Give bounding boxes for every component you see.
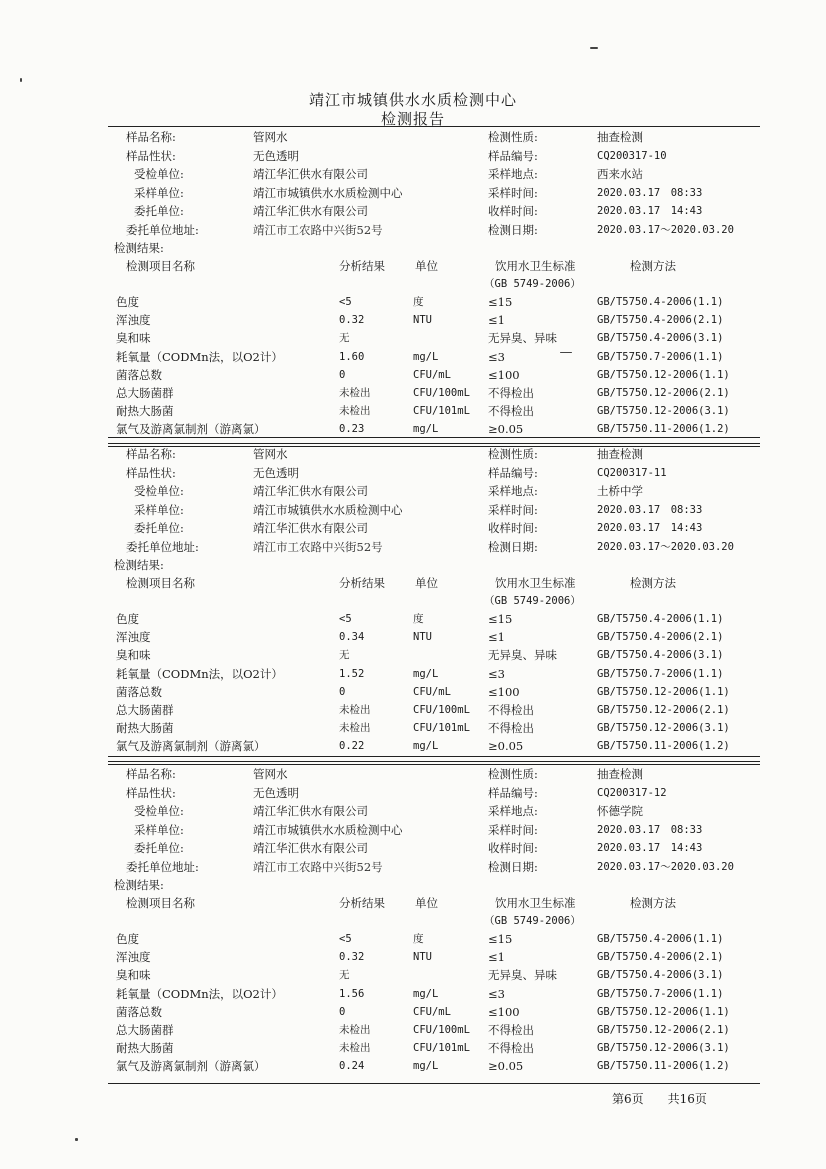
info-value: 管网水 (253, 130, 288, 144)
row-method: GB/T5750.4-2006(2.1) (597, 951, 724, 964)
info-label: 样品编号: (488, 785, 538, 800)
info-value: 无色透明 (253, 465, 299, 480)
info-value: 2020.03.17 14:43 (597, 205, 703, 217)
row-method: GB/T5750.4-2006(1.1) (597, 296, 724, 308)
info-label: 检测日期: (488, 539, 538, 554)
info-label: 检测性质: (488, 447, 538, 461)
info-label: 采样单位: (134, 822, 184, 837)
row-result: 1.56 (339, 987, 365, 1000)
info-label: 委托单位: (134, 841, 184, 855)
info-label: 样品名称: (126, 447, 176, 461)
row-unit: mg/L (413, 740, 439, 753)
row-method: GB/T5750.12-2006(1.1) (597, 1005, 730, 1018)
row-item: 浑浊度 (116, 950, 151, 965)
row-unit: mg/L (413, 350, 439, 363)
info-label: 委托单位地址: (126, 859, 199, 874)
row-unit: CFU/101mL (413, 405, 470, 418)
row-standard: 不得检出 (488, 721, 534, 736)
row-method: GB/T5750.4-2006(2.1) (597, 631, 724, 644)
info-label: 采样地点: (488, 167, 538, 181)
row-standard: ≤100 (488, 367, 520, 382)
row-method: GB/T5750.12-2006(2.1) (597, 704, 730, 716)
row-unit: CFU/mL (413, 368, 451, 381)
scan-speck (560, 352, 572, 353)
row-result: 无 (339, 332, 350, 345)
info-label: 样品性状: (126, 785, 176, 800)
column-header: 分析结果 (339, 896, 385, 910)
column-header: 分析结果 (339, 259, 385, 273)
row-item: 臭和味 (116, 968, 151, 983)
row-unit: NTU (413, 314, 432, 327)
row-unit: mg/L (413, 987, 439, 1000)
column-header: 分析结果 (339, 576, 385, 590)
info-label: 采样单位: (134, 185, 184, 200)
info-value: 靖江华汇供水有限公司 (253, 841, 368, 855)
info-value: 土桥中学 (597, 484, 643, 498)
info-label: 样品编号: (488, 148, 538, 163)
info-label: 采样时间: (488, 502, 538, 517)
row-method: GB/T5750.4-2006(1.1) (597, 613, 724, 625)
column-header: 单位 (415, 576, 438, 590)
row-result: 1.52 (339, 667, 365, 680)
column-header: 检测方法 (630, 576, 676, 590)
info-value: 靖江市城镇供水水质检测中心 (253, 502, 403, 517)
info-label: 样品性状: (126, 148, 176, 163)
column-header: （GB 5749-2006） (484, 915, 581, 927)
divider (108, 126, 760, 127)
page-total: 共16页 (667, 1092, 707, 1106)
column-header: 检测项目名称 (126, 576, 195, 590)
row-result: 未检出 (339, 1024, 371, 1036)
info-label: 受检单位: (134, 167, 184, 181)
report-title: 检测报告 (380, 110, 445, 128)
row-standard: 不得检出 (488, 703, 534, 717)
info-label: 样品名称: (126, 130, 176, 144)
column-header: 检测方法 (630, 896, 676, 910)
info-label: 受检单位: (134, 484, 184, 498)
row-result: 0.23 (339, 423, 365, 436)
row-standard: ≤100 (488, 1004, 520, 1019)
info-label: 样品编号: (488, 465, 538, 480)
row-method: GB/T5750.12-2006(3.1) (597, 1042, 730, 1055)
row-item: 耐热大肠菌 (116, 721, 174, 736)
row-method: GB/T5750.7-2006(1.1) (597, 987, 724, 1000)
info-label: 检测日期: (488, 222, 538, 237)
row-result: <5 (339, 613, 352, 625)
divider (108, 437, 760, 438)
info-value: 靖江华汇供水有限公司 (253, 167, 368, 181)
info-value: 2020.03.17 14:43 (597, 842, 703, 854)
row-standard: ≤1 (488, 630, 505, 645)
row-unit: CFU/101mL (413, 722, 470, 735)
row-standard: 不得检出 (488, 404, 534, 419)
row-item: 臭和味 (116, 331, 151, 346)
row-method: GB/T5750.11-2006(1.2) (597, 423, 730, 436)
info-label: 采样地点: (488, 484, 538, 498)
info-value: 管网水 (253, 447, 288, 461)
column-header: 检测项目名称 (126, 259, 195, 273)
row-unit: 度 (413, 296, 424, 308)
row-method: GB/T5750.12-2006(3.1) (597, 722, 730, 735)
row-result: 未检出 (339, 1042, 371, 1055)
row-item: 氯气及游离氯制剂（游离氯） (116, 1059, 266, 1074)
info-value: 无色透明 (253, 148, 299, 163)
info-label: 委托单位: (134, 521, 184, 535)
row-standard: ≤15 (488, 932, 513, 946)
row-standard: 不得检出 (488, 1023, 534, 1037)
row-item: 总大肠菌群 (116, 1023, 174, 1037)
info-label: 收样时间: (488, 841, 538, 855)
info-value: 靖江市工农路中兴街52号 (253, 222, 383, 237)
row-unit: mg/L (413, 667, 439, 680)
row-result: 未检出 (339, 387, 371, 399)
info-value: 靖江华汇供水有限公司 (253, 804, 368, 818)
row-method: GB/T5750.4-2006(2.1) (597, 314, 724, 327)
info-value: 西来水站 (597, 167, 643, 181)
info-value: 2020.03.17～2020.03.20 (597, 860, 734, 873)
row-method: GB/T5750.12-2006(3.1) (597, 405, 730, 418)
org-title: 靖江市城镇供水水质检测中心 (308, 91, 517, 109)
info-value: 抽查检测 (597, 767, 643, 781)
row-method: GB/T5750.12-2006(2.1) (597, 1024, 730, 1036)
info-value: 靖江市城镇供水水质检测中心 (253, 185, 403, 200)
info-label: 委托单位地址: (126, 222, 199, 237)
row-standard: 无异臭、异味 (488, 331, 557, 346)
info-value: CQ200317-11 (597, 466, 667, 479)
row-method: GB/T5750.4-2006(3.1) (597, 649, 724, 662)
column-header: 饮用水卫生标准 (495, 896, 576, 910)
info-value: 2020.03.17 08:33 (597, 503, 703, 516)
row-item: 耐热大肠菌 (116, 404, 174, 419)
column-header: 检测项目名称 (126, 896, 195, 910)
info-value: 靖江市工农路中兴街52号 (253, 539, 383, 554)
row-unit: CFU/100mL (413, 387, 470, 399)
info-label: 采样时间: (488, 185, 538, 200)
row-unit: CFU/101mL (413, 1042, 470, 1055)
column-header: 检测方法 (630, 259, 676, 273)
info-value: 2020.03.17 14:43 (597, 522, 703, 534)
row-standard: ≤15 (488, 295, 513, 309)
results-label: 检测结果: (114, 878, 164, 892)
info-label: 检测日期: (488, 859, 538, 874)
info-label: 受检单位: (134, 804, 184, 818)
row-unit: 度 (413, 613, 424, 625)
info-value: 管网水 (253, 767, 288, 781)
row-result: 0.32 (339, 951, 365, 964)
row-item: 菌落总数 (116, 367, 162, 382)
row-method: GB/T5750.4-2006(3.1) (597, 332, 724, 345)
row-result: 未检出 (339, 704, 371, 716)
row-standard: ≤100 (488, 684, 520, 699)
row-unit: mg/L (413, 1060, 439, 1073)
column-header: （GB 5749-2006） (484, 278, 581, 290)
row-item: 氯气及游离氯制剂（游离氯） (116, 422, 266, 437)
row-standard: ≤1 (488, 313, 505, 328)
row-item: 色度 (116, 295, 139, 309)
row-unit: CFU/100mL (413, 1024, 470, 1036)
row-result: 0 (339, 368, 346, 381)
info-label: 样品名称: (126, 767, 176, 781)
row-item: 菌落总数 (116, 684, 162, 699)
row-result: 0.24 (339, 1060, 365, 1073)
info-label: 检测性质: (488, 767, 538, 781)
row-unit: NTU (413, 951, 432, 964)
row-result: 未检出 (339, 405, 371, 418)
row-result: 0.22 (339, 740, 365, 753)
info-label: 收样时间: (488, 521, 538, 535)
row-item: 耗氧量（CODMn法，以O2计） (116, 349, 283, 364)
row-result: 无 (339, 969, 350, 982)
info-value: 怀德学院 (597, 804, 643, 818)
row-method: GB/T5750.12-2006(1.1) (597, 368, 730, 381)
row-item: 耗氧量（CODMn法，以O2计） (116, 986, 283, 1001)
row-method: GB/T5750.4-2006(3.1) (597, 969, 724, 982)
row-result: 0 (339, 1005, 346, 1018)
column-header: 单位 (415, 259, 438, 273)
row-item: 浑浊度 (116, 630, 151, 645)
row-standard: ≤3 (488, 986, 505, 1001)
info-value: 2020.03.17 08:33 (597, 186, 703, 199)
info-label: 采样地点: (488, 804, 538, 818)
row-item: 臭和味 (116, 648, 151, 663)
row-item: 总大肠菌群 (116, 703, 174, 717)
row-unit: 度 (413, 933, 424, 945)
info-value: 靖江华汇供水有限公司 (253, 521, 368, 535)
info-value: 靖江华汇供水有限公司 (253, 484, 368, 498)
column-header: 饮用水卫生标准 (495, 259, 576, 273)
row-method: GB/T5750.11-2006(1.2) (597, 1060, 730, 1073)
row-standard: ≤3 (488, 666, 505, 681)
row-result: 0.34 (339, 631, 365, 644)
page-footer (612, 1090, 707, 1107)
row-standard: ≤15 (488, 612, 513, 626)
row-item: 色度 (116, 612, 139, 626)
column-header: 单位 (415, 896, 438, 910)
info-label: 委托单位地址: (126, 539, 199, 554)
info-value: CQ200317-10 (597, 149, 667, 162)
info-value: 2020.03.17～2020.03.20 (597, 223, 734, 236)
row-unit: CFU/mL (413, 685, 451, 698)
row-unit: mg/L (413, 423, 439, 436)
row-method: GB/T5750.12-2006(2.1) (597, 387, 730, 399)
row-method: GB/T5750.12-2006(1.1) (597, 685, 730, 698)
row-result: 1.60 (339, 350, 365, 363)
page-number: 第6页 (612, 1092, 644, 1106)
row-unit: NTU (413, 631, 432, 644)
column-header: （GB 5749-2006） (484, 595, 581, 607)
row-standard: ≤3 (488, 349, 505, 364)
info-label: 检测性质: (488, 130, 538, 144)
row-method: GB/T5750.7-2006(1.1) (597, 350, 724, 363)
info-value: 2020.03.17～2020.03.20 (597, 540, 734, 553)
row-result: 未检出 (339, 722, 371, 735)
row-item: 菌落总数 (116, 1004, 162, 1019)
row-item: 总大肠菌群 (116, 386, 174, 400)
row-unit: CFU/100mL (413, 704, 470, 716)
info-label: 采样单位: (134, 502, 184, 517)
row-method: GB/T5750.11-2006(1.2) (597, 740, 730, 753)
row-method: GB/T5750.7-2006(1.1) (597, 667, 724, 680)
row-standard: ≤1 (488, 950, 505, 965)
info-label: 样品性状: (126, 465, 176, 480)
row-standard: 无异臭、异味 (488, 968, 557, 983)
column-header: 饮用水卫生标准 (495, 576, 576, 590)
row-standard: ≥0.05 (488, 739, 524, 754)
info-value: 抽查检测 (597, 130, 643, 144)
row-item: 色度 (116, 932, 139, 946)
row-standard: 不得检出 (488, 1041, 534, 1056)
row-result: 0 (339, 685, 346, 698)
info-value: 2020.03.17 08:33 (597, 823, 703, 836)
row-result: 无 (339, 649, 350, 662)
row-unit: CFU/mL (413, 1005, 451, 1018)
info-value: 无色透明 (253, 785, 299, 800)
row-item: 氯气及游离氯制剂（游离氯） (116, 739, 266, 754)
row-standard: ≥0.05 (488, 1059, 524, 1074)
info-label: 采样时间: (488, 822, 538, 837)
info-label: 收样时间: (488, 204, 538, 218)
divider (108, 443, 760, 447)
scan-speck (590, 47, 598, 49)
row-standard: 无异臭、异味 (488, 648, 557, 663)
info-value: 靖江市城镇供水水质检测中心 (253, 822, 403, 837)
info-value: 抽查检测 (597, 447, 643, 461)
results-label: 检测结果: (114, 558, 164, 572)
divider (108, 1083, 760, 1084)
row-result: 0.32 (339, 314, 365, 327)
divider (108, 761, 760, 765)
info-label: 委托单位: (134, 204, 184, 218)
results-label: 检测结果: (114, 241, 164, 255)
scan-speck (20, 78, 22, 82)
scan-speck (75, 1138, 78, 1141)
info-value: CQ200317-12 (597, 786, 667, 799)
row-method: GB/T5750.4-2006(1.1) (597, 933, 724, 945)
row-standard: ≥0.05 (488, 422, 524, 437)
row-item: 耐热大肠菌 (116, 1041, 174, 1056)
row-standard: 不得检出 (488, 386, 534, 400)
info-value: 靖江市工农路中兴街52号 (253, 859, 383, 874)
row-item: 耗氧量（CODMn法，以O2计） (116, 666, 283, 681)
row-result: <5 (339, 933, 352, 945)
divider (108, 756, 760, 757)
row-result: <5 (339, 296, 352, 308)
info-value: 靖江华汇供水有限公司 (253, 204, 368, 218)
row-item: 浑浊度 (116, 313, 151, 328)
